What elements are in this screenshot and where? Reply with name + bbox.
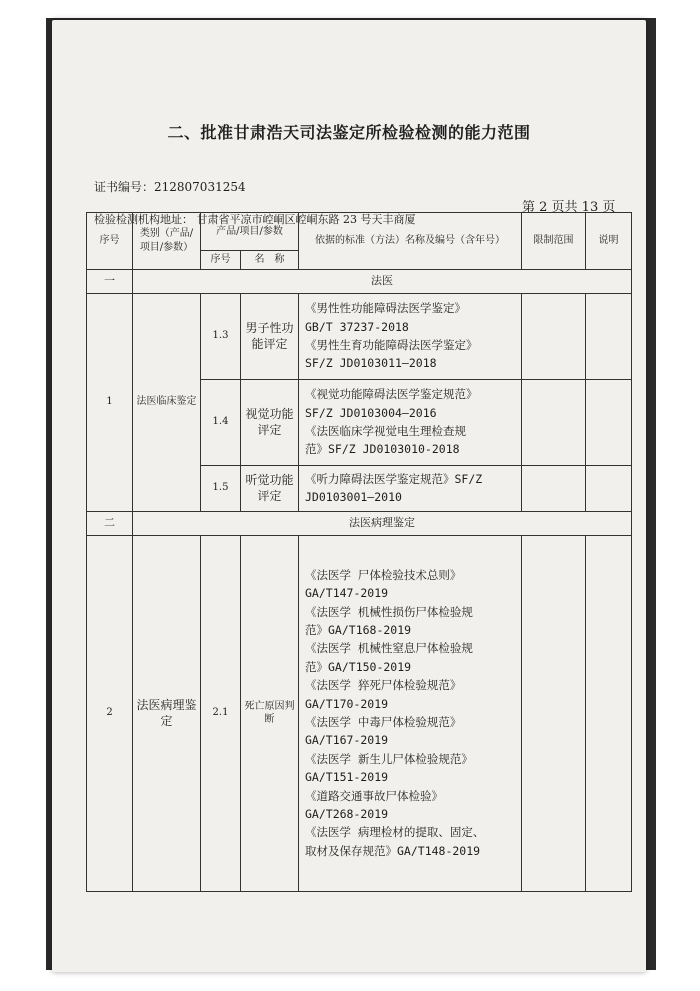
item-name: 视觉功能评定 — [241, 379, 299, 465]
group-category: 法医临床鉴定 — [133, 293, 201, 511]
header-row — [87, 213, 632, 251]
standards-cell — [299, 293, 522, 379]
header-category: 类别（产品/项目/参数） — [133, 213, 201, 270]
standard-line: 《法医学 尸体检验技术总则》 — [305, 567, 462, 582]
standard-line: 《法医临床学视觉电生理检查规 — [305, 424, 466, 438]
section-row — [87, 269, 632, 293]
note-cell — [586, 379, 632, 465]
standard-line: 范》SF/Z JD0103010-2018 — [305, 442, 460, 457]
standard-line: 《道路交通事故尸体检验》 — [305, 788, 443, 803]
document-title: 二、批准甘肃浩天司法鉴定所检验检测的能力范围 — [167, 123, 531, 142]
standard-line: GA/T170-2019 — [305, 696, 389, 711]
note-cell — [586, 293, 632, 379]
standard-line: 《法医学 中毒尸体检验规范》 — [305, 715, 462, 729]
header-product: 产品/项目/参数 — [201, 213, 299, 251]
header-sub-name: 名 称 — [241, 251, 299, 270]
standard-line: JD0103001—2010 — [305, 490, 402, 504]
limit-cell — [522, 293, 586, 379]
standard-line: 《法医学 机械性窒息尸体检验规 — [305, 641, 473, 656]
limit-cell — [522, 465, 586, 511]
standard-line: 《法医学 机械性损伤尸体检验规 — [305, 604, 473, 619]
table-row — [87, 535, 632, 891]
standard-line: SF/Z JD0103011—2018 — [305, 356, 437, 371]
item-number: 1.5 — [201, 465, 241, 511]
item-number: 2.1 — [201, 535, 241, 891]
section-row — [87, 511, 632, 535]
header-standard: 依据的标准（方法）名称及编号（含年号） — [299, 213, 522, 270]
group-category: 法医病理鉴定 — [133, 535, 201, 891]
standard-line: SF/Z JD0103004—2016 — [305, 405, 437, 420]
capability-table — [86, 212, 632, 892]
section-number: 一 — [87, 269, 133, 293]
standard-line: 取材及保存规范》GA/T148-2019 — [305, 843, 481, 858]
header-limit: 限制范围 — [522, 213, 586, 270]
institution-address: 检验检测机构地址： 甘肃省平凉市崆峒区崆峒东路 23 号天丰商厦 — [94, 213, 416, 226]
header-note: 说明 — [586, 213, 632, 270]
page-indicator: 第 2 页共 13 页 — [522, 200, 616, 215]
standard-line: 《男性性功能障碍法医学鉴定》 — [305, 301, 466, 316]
item-name: 听觉功能评定 — [241, 465, 299, 511]
table-row — [87, 293, 632, 379]
standard-line: GB/T 37237-2018 — [305, 319, 409, 334]
section-name: 法医病理鉴定 — [133, 511, 632, 535]
section-number: 二 — [87, 511, 133, 535]
standards-cell — [299, 379, 522, 465]
standard-line: 范》GA/T168-2019 — [305, 623, 412, 638]
limit-cell — [522, 379, 586, 465]
group-seq: 1 — [87, 293, 133, 511]
item-number: 1.4 — [201, 379, 241, 465]
limit-cell — [522, 535, 586, 891]
standard-line: 《听力障碍法医学鉴定规范》SF/Z — [305, 471, 483, 486]
group-seq: 2 — [87, 535, 133, 891]
item-number: 1.3 — [201, 293, 241, 379]
standard-line: 《法医学 猝死尸体检验规范》 — [305, 678, 462, 693]
standard-line: GA/T167-2019 — [305, 733, 389, 748]
standard-line: GA/T147-2019 — [305, 586, 389, 601]
note-cell — [586, 465, 632, 511]
standard-line: 《法医学 病理检材的提取、固定、 — [305, 825, 485, 840]
standard-line: 范》GA/T150-2019 — [305, 659, 412, 674]
item-name: 死亡原因判断 — [241, 535, 299, 891]
header-sub-seq: 序号 — [201, 251, 241, 270]
standards-cell — [299, 465, 522, 511]
note-cell — [586, 535, 632, 891]
standard-line: GA/T268-2019 — [305, 806, 389, 821]
standard-line: 《法医学 新生儿尸体检验规范》 — [305, 751, 473, 766]
standards-cell — [299, 535, 522, 891]
header-seq: 序号 — [87, 213, 133, 270]
certificate-number: 证书编号：212807031254 — [94, 180, 246, 194]
standard-line: 《男性生育功能障碍法医学鉴定》 — [305, 338, 478, 352]
standard-line: 《视觉功能障碍法医学鉴定规范》 — [305, 387, 478, 402]
section-name: 法医 — [133, 269, 632, 293]
item-name: 男子性功能评定 — [241, 293, 299, 379]
standard-line: GA/T151-2019 — [305, 770, 389, 785]
